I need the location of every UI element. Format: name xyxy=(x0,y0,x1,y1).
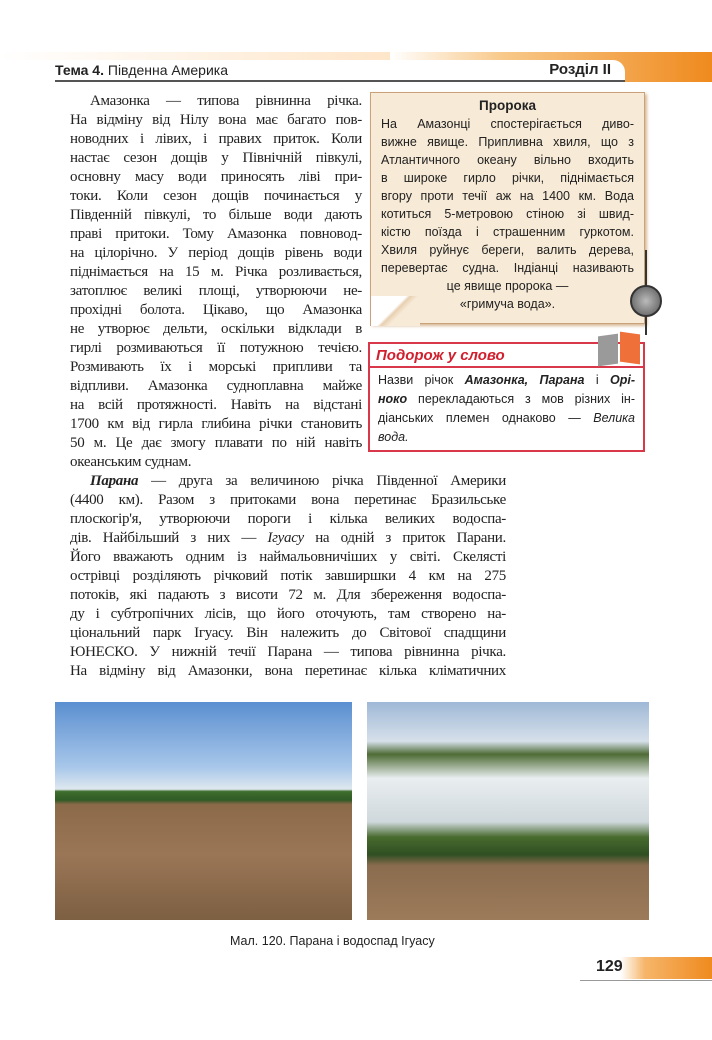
text-line xyxy=(378,371,635,390)
text: перекладаються з мов різних ін- xyxy=(407,392,635,406)
text-line: настає сезон дощів у Північній півкулі, xyxy=(70,150,362,166)
text: і xyxy=(584,373,611,387)
text-line: ЮНЕСКО. У нижній течії Парана — типова рівнинна річка. xyxy=(70,644,506,660)
text-line: в широке гирло річки, піднімається xyxy=(381,171,634,185)
river-names: Амазонка, Парана xyxy=(464,373,585,387)
meaning: Велика xyxy=(593,411,635,425)
text-line: перевертає судна. Індіанці називають xyxy=(381,261,634,275)
text-line: потоків, які падають з висоти 72 м. Для збереження водоспа- xyxy=(70,587,506,603)
text-line: На Амазонці спостерігається диво- xyxy=(381,117,634,131)
text-line: Його вважають одним із наймальовничіших у світі. Скелясті xyxy=(70,549,506,565)
text-line: котиться 5-метровою стіною зі швид- xyxy=(381,207,634,221)
topic-label: Тема 4. xyxy=(55,62,104,78)
text-line: Південній півкулі, то більше води дають xyxy=(70,207,362,223)
divider xyxy=(580,980,712,981)
section-label: Розділ II xyxy=(549,61,611,78)
text-line: ціональний парк Ігуасу. Він належить до Світової спадщини xyxy=(70,625,506,641)
text-line xyxy=(378,428,635,447)
text-line: це явище пророка — xyxy=(446,279,569,293)
text-line: гирлі розмиваються її потужною течією. xyxy=(70,340,362,356)
page-number: 129 xyxy=(596,958,623,975)
text: на одній з приток Парани. xyxy=(303,530,506,546)
text-line: Розмивають їх і морські припливи та xyxy=(70,359,362,375)
iguasu-term: Ігуасу xyxy=(267,530,304,546)
text-line: токи. Коли сезон дощів починається у xyxy=(70,188,362,204)
text-line: 1700 км від гирла глибина річки становить xyxy=(70,416,362,432)
amazon-paragraph xyxy=(70,92,362,472)
text-line: основну масу води приносять ліві при- xyxy=(70,169,362,185)
text: Назви річок xyxy=(378,373,465,387)
pororoka-title: Пророка xyxy=(479,98,536,113)
parana-river-photo xyxy=(55,702,352,920)
text-line: Атлантичного океану вільно входить xyxy=(381,153,634,167)
text-line: кістю поїзда і страшенним гуркотом. xyxy=(381,225,634,239)
text: — друга за величиною річка Південної Америки xyxy=(138,473,506,489)
text-line: Амазонка — типова рівнинна річка. xyxy=(90,93,362,109)
parana-paragraph xyxy=(70,472,506,681)
text-line: на цілорічно. У період дощів рівень води xyxy=(70,245,362,261)
text-line: (4400 км). Разом з притоками вона перетинає Бразильське xyxy=(70,492,506,508)
text-line xyxy=(70,472,506,491)
word-journey-title: Подорож у слово xyxy=(370,344,643,368)
text-line: плоскогір'я, утворюючи пороги і кілька великих водоспа- xyxy=(70,511,506,527)
compass-icon xyxy=(630,285,662,317)
text-line: вижне явище. Припливна хвиля, що з xyxy=(381,135,634,149)
text-line: «гримуча вода». xyxy=(459,297,556,311)
text-line: новодних і лівих, і правих приток. Коли xyxy=(70,131,362,147)
text-line: Хвиля руйнує береги, валить дерева, xyxy=(381,243,634,257)
book-icon xyxy=(598,333,644,365)
iguasu-falls-photo xyxy=(367,702,649,920)
text-line: острівці розділяють річковий потік завширшки 4 км на 275 xyxy=(70,568,506,584)
text-line: На відміну від Амазонки, вона перетинає кілька кліматичних xyxy=(70,663,506,679)
topic-title: Південна Америка xyxy=(107,62,228,78)
scroll-curl xyxy=(370,296,420,326)
text-line: піднімається на 15 м. Річка розливається, xyxy=(70,264,362,280)
text-line: вгору проти течії аж на 1400 км. Вода xyxy=(381,189,634,203)
text-line: 50 м. Це дає змогу плавати по ній навіть xyxy=(70,435,362,451)
text-line: праві притоки. Тому Амазонка повновод- xyxy=(70,226,362,242)
text: діанських племен однаково — xyxy=(378,411,594,425)
text-line: прохідні болота. Цікаво, що Амазонка xyxy=(70,302,362,318)
figure-caption: Мал. 120. Парана і водоспад Ігуасу xyxy=(230,934,435,948)
text-line xyxy=(70,529,506,548)
text: дів. Найбільший з них — xyxy=(70,530,268,546)
text-line xyxy=(378,390,635,409)
meaning: вода. xyxy=(378,430,409,444)
text-line xyxy=(378,409,635,428)
text-line: не утворює дельти, оскільки відклади в xyxy=(70,321,362,337)
river-name: ноко xyxy=(378,392,408,406)
pororoka-box xyxy=(370,92,645,324)
river-name: Орі- xyxy=(610,373,636,387)
text-line: океанським суднам. xyxy=(70,454,192,470)
running-header xyxy=(55,60,625,82)
text-line: затоплює великі площі, утворюючи не- xyxy=(70,283,362,299)
text-line: ду і субтропічних лісів, що його оточують, там створено на- xyxy=(70,606,506,622)
text-line: на всій протяжності. Навіть на відстані xyxy=(70,397,362,413)
text-line: відпливи. Амазонка судноплавна майже xyxy=(70,378,362,394)
text-line: На відміну від Нілу вона має багато пов- xyxy=(70,112,362,128)
parana-term: Парана xyxy=(90,473,139,489)
